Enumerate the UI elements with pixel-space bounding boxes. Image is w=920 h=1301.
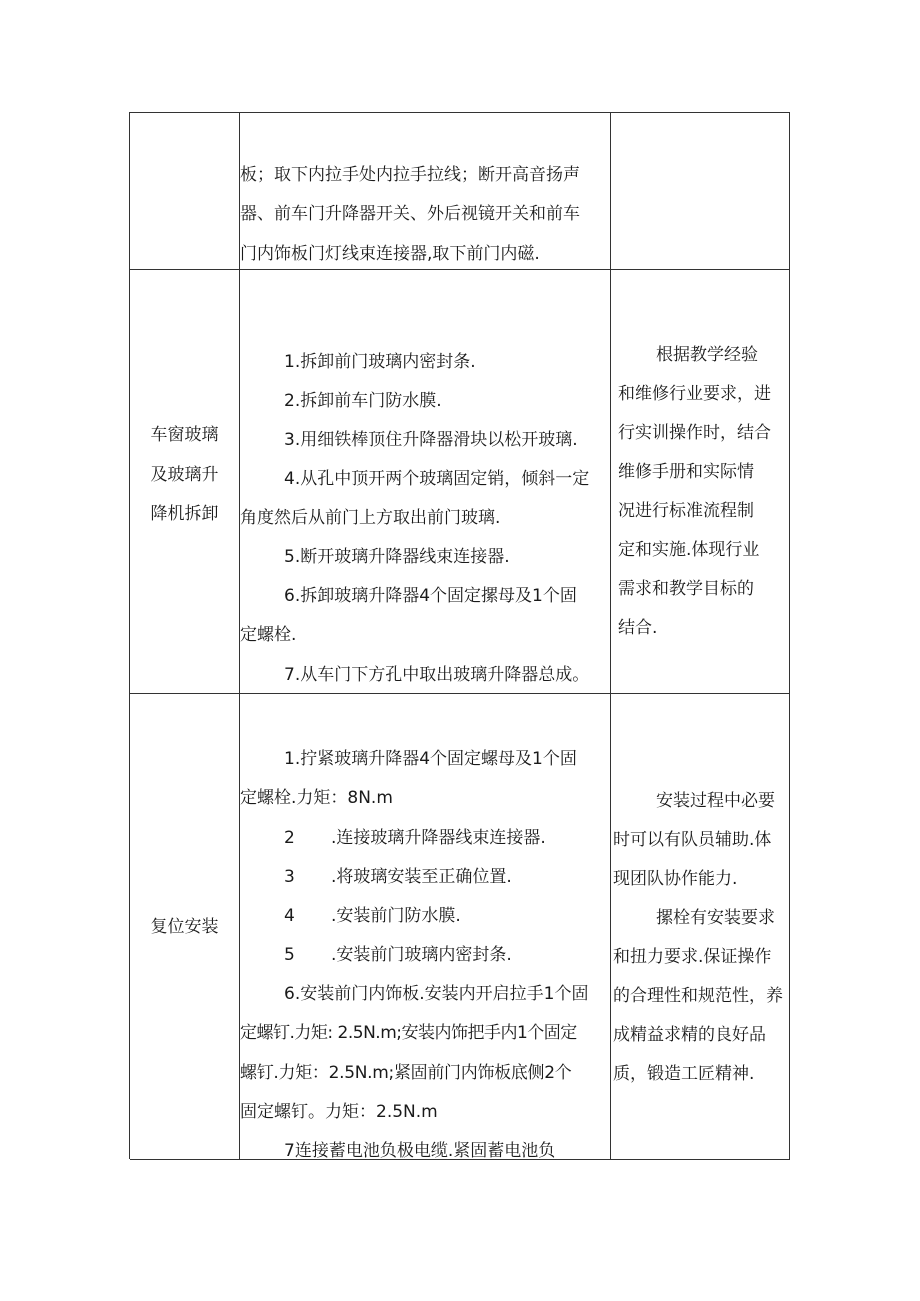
step-label: 车窗玻璃: [150, 425, 219, 445]
note-line: 成精益求精的良好品: [613, 1025, 766, 1045]
step-label-cell: [130, 693, 240, 1160]
step-line: 定螺栓.: [240, 625, 297, 645]
table-row: [130, 693, 790, 1160]
step-line: 定螺栓.力矩：8N.m: [240, 788, 393, 808]
step-line: 4.从孔中顶开两个玻璃固定销，倾斜一定: [284, 469, 590, 489]
note-line: 定和实施.体现行业: [618, 540, 760, 560]
step-content-cell: [240, 269, 611, 694]
step-line: 1.拆卸前门玻璃内密封条.: [284, 352, 476, 372]
step-line: .连接玻璃升降器线束连接器.: [331, 828, 546, 848]
note-cell: [611, 269, 790, 694]
step-line: 门内饰板门灯线束连接器,取下前门内磁.: [240, 244, 540, 264]
note-line: 时可以有队员辅助.体: [613, 830, 772, 850]
step-content-cell: [240, 113, 611, 270]
step-line: 3.用细铁棒顶住升降器滑块以松开玻璃.: [284, 430, 578, 450]
note-line: 和维修行业要求，进: [618, 384, 771, 404]
step-line: 角度然后从前门上方取出前门玻璃.: [240, 508, 501, 528]
step-content-cell: [240, 693, 611, 1160]
step-number: 4: [284, 906, 295, 926]
note-line: 行实训操作时，结合: [618, 423, 771, 443]
step-number: 2: [284, 828, 295, 848]
note-line: 根据教学经验: [656, 345, 758, 365]
procedure-table: [129, 112, 790, 1159]
step-line: 螺钉.力矩：2.5N.m;紧固前门内饰板底侧2个: [240, 1063, 572, 1083]
step-line: 板；取下内拉手处内拉手拉线；断开高音扬声: [240, 165, 580, 185]
step-label-cell: [130, 269, 240, 694]
note-line: 结合.: [618, 618, 658, 638]
step-number: 3: [284, 867, 295, 887]
step-label: 降机拆卸: [150, 504, 219, 524]
step-line: .安装前门玻璃内密封条.: [331, 945, 512, 965]
note-line: 维修手册和实际情: [618, 462, 754, 482]
step-label-cell: [130, 113, 240, 270]
note-cell: [611, 113, 790, 270]
step-line: 7连接蓄电池负极电缆.紧固蓄电池负: [284, 1141, 556, 1160]
step-line: 2.拆卸前车门防水膜.: [284, 391, 442, 411]
note-line: 安装过程中必要: [656, 791, 775, 811]
table-row: [130, 269, 790, 694]
step-line: 器、前车门升降器开关、外后视镜开关和前车: [240, 204, 580, 224]
step-line: 6.拆卸玻璃升降器4个固定摞母及1个固: [284, 586, 577, 606]
step-label: 及玻璃升: [150, 465, 219, 485]
step-line: .将玻璃安装至正确位置.: [331, 867, 512, 887]
step-line: 7.从车门下方孔中取出玻璃升降器总成。: [284, 665, 590, 685]
note-cell: [611, 693, 790, 1160]
note-line: 需求和教学目标的: [618, 579, 754, 599]
note-line: 的合理性和规范性，养: [613, 986, 783, 1006]
step-label: 复位安装: [150, 917, 219, 937]
step-line: 固定螺钉。力矩：2.5N.m: [240, 1102, 438, 1122]
step-line: 5.断开玻璃升降器线束连接器.: [284, 547, 510, 567]
note-line: 和扭力要求.保证操作: [613, 947, 772, 967]
note-line: 况进行标准流程制: [618, 501, 754, 521]
step-line: 定螺钉.力矩: 2.5N.m;安装内饰把手内1个固定: [240, 1023, 577, 1043]
note-line: 质，锻造工匠精神.: [613, 1064, 755, 1084]
step-line: 6.安装前门内饰板.安装内开启拉手1个固: [284, 984, 589, 1004]
step-line: 1.拧紧玻璃升降器4个固定螺母及1个固: [284, 749, 577, 769]
note-line: 摞栓有安装要求: [656, 908, 775, 928]
step-number: 5: [284, 945, 295, 965]
step-line: .安装前门防水膜.: [331, 906, 461, 926]
table-row: [130, 113, 790, 270]
note-line: 现团队协作能力.: [613, 869, 738, 889]
